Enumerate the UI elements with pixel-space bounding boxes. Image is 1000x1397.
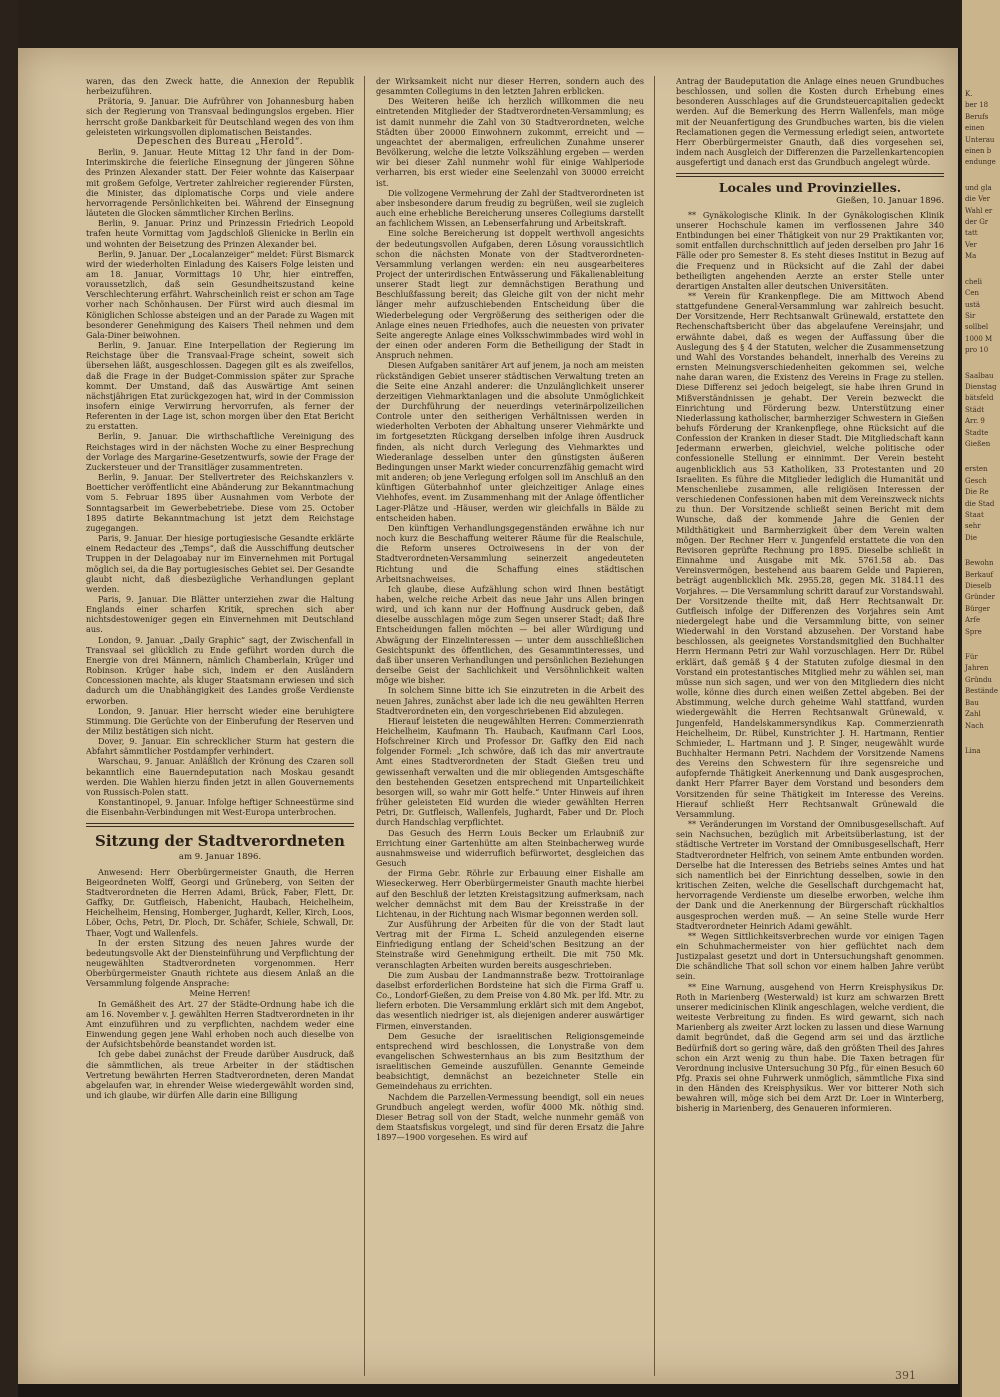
adjacent-page-fragment: sehr (965, 522, 981, 531)
adjacent-page-fragment: Bau (965, 698, 979, 707)
adjacent-page-fragment: cheli (965, 277, 983, 286)
article-paragraph: Die zum Ausbau der Landmannstraße bezw. Trottoiranlage daselbst erforderlichen Bordsteine hat sich die Firma Graff u. Co., Londorf-Gießen, zu dem Preise von 4.80 Mk. per lfd. Mtr. zu liefern erboten. Die Versammlung erklärt sich mit dem Angebot, das wesentlich niedriger ist, als diejenigen anderer auswärtiger Firmen, einverstanden. (376, 969, 644, 1031)
adjacent-page-fragment: Bürger (965, 604, 990, 613)
adjacent-page-fragment: Für (965, 653, 978, 662)
adjacent-page-fragment: die Stad (965, 499, 995, 508)
adjacent-page-fragment: sollbel (965, 323, 989, 332)
adjacent-page-fragment: Wahl er (965, 206, 993, 215)
article-paragraph: der Wirksamkeit nicht nur dieser Herren, sondern auch des gesammten Collegiums in den letzten Jahren erblicken. (376, 76, 644, 97)
adjacent-page-fragment: Bestände (965, 687, 998, 696)
article-paragraph: Nachdem die Parzellen-Vermessung beendigt, soll ein neues Grundbuch angelegt werden, wofür 4000 Mk. nöthig sind. Dieser Betrag soll von der Stadt, welche nunmehr gemäß von dem Staatsfiskus vorgelegt, und sind für deren Ersatz die Jahre 1897—1900 vorgesehen. Es wird auf (376, 1091, 644, 1143)
article-paragraph: ** Eine Warnung, ausgehend von Herrn Kreisphysikus Dr. Roth in Marienberg (Westerwald) ist kurz am schwarzen Brett unserer medicinischen Klinik angeschlagen, welche verdient, die weiteste Verbreitung zu finden. Es wird gewarnt, sich nach Marienberg als zweiter Arzt locken zu lassen und diese Warnung damit begründet, daß die Gegend arm sei und das ärztliche Bedürfniß dort so gering wäre, daß den größten Theil des Jahres schon ein Arzt wenig zu thun habe. Die Taxen betragen für Verordnung inclusive Untersuchung 30 Pfg., für einen Besuch 60 Pfg. Praxis sei ohne Fuhrwerk unmöglich, sämmtliche Fixa sind in den Händen des Kreisphysikus. Wer vor bitterer Noth sich bewahren will, möge sich bei dem Arzt Dr. Loer in Winterberg, bisherig in Marienberg, des Genaueren informieren. (676, 981, 944, 1114)
adjacent-page-fragment: Spre (965, 627, 982, 636)
adjacent-page-fragment: Jahren (965, 664, 989, 673)
article-paragraph: ** Wegen Sittlichkeitsverbrechen wurde vor einigen Tagen ein Schuhmachermeister von hier geflüchtet nach dem Justizpalast gesetzt und dort in Untersuchungshaft genommen. Die schändliche That soll schon vor einem halben Jahre verübt sein. (676, 930, 944, 982)
adjacent-page-fragment: ustä (965, 300, 981, 309)
adjacent-page-fragment: ber 18 (965, 101, 989, 110)
article-paragraph: Antrag der Baudeputation die Anlage eines neuen Grundbuches beschlossen, und sollen die Kosten durch Erhebung eines besonderen Ausschlages auf die Grundsteuercapitalien gedeckt werden. Auf die Bemerkung des Herrn Wallenfels, man möge mit der Neuanfertigung des Grundbuches warten, bis die vielen Reclamationen gegen die Vermessung erledigt seien, antwortete Herr Oberbürgermeister Gnauth, daß dies vorgesehen sei, indem nach Ausgleich der Differenzen die Parzellenkartencopien ausgefertigt und danach erst das Grundbuch angelegt würde. (676, 76, 944, 168)
article-paragraph: Warschau, 9. Januar. Anläßlich der Krönung des Czaren soll bekanntlich eine Bauerndeputation nach Moskau gesandt werden. Die Wahlen hierzu finden jetzt in allen Gouvernements von Russisch-Polen statt. (86, 756, 354, 797)
column-3 (676, 76, 944, 1380)
article-paragraph: Berlin, 9. Januar. Der „Localanzeiger“ meldet: Fürst Bismarck wird der wiederholten Einladung des Kaisers Folge leisten und am 18. Januar, Vormittags 10 Uhr, hier eintreffen, voraussetzlich, daß sein Gesundheitszustand keine Verschlechterung erfährt. Wahrscheinlich reist er schon am Tage vorher nach Schönhausen. Der Fürst wird auch diesmal im Königlichen Schlosse absteigen und an der Parade zu Wagen mit besonderer Genehmigung des Kaisers Theil nehmen und dem Gala-Diner beiwohnen. (86, 248, 354, 340)
article-paragraph: Das Gesuch des Herrn Louis Becker um Erlaubniß zur Errichtung einer Gartenhütte am alten Steinbacherweg wurde ausnahmsweise und widerruflich befürwortet, desgleichen das Gesuch (376, 827, 644, 869)
adjacent-page-fragment: die Ver (965, 195, 990, 204)
adjacent-page-fragment: tatt (965, 229, 978, 238)
article-paragraph: Diesen Aufgaben sanitärer Art auf jenem, ja noch am meisten rückständigen Gebiet unserer städtischen Verwaltung treten an die Seite eine Anzahl anderer: die Unzulänglichkeit unserer derzeitigen Viehmarktanlagen und die absolute Unmöglichkeit der Durchführung der neuerdings veterinärpolizeilichen Controle unter den seitherigen Verhältnissen werden in wiederholten Verboten der Abhaltung unserer Viehmärkte und im fortgesetzten Rückgang derselben infolge ihren Ausdruck finden, als nicht durch Verlegung des Viehmarktes und Wiederanlage desselben unter den günstigsten äußeren Bedingungen unser Markt wieder concurrenzfähig gemacht wird mit anderen; ob jene Verlegung erfolgen soll im Anschluß an den künftigen Güterbahnhof unter gleichzeitiger Anlage eines Viehhofes, event. im Zusammenhang mit der Anlage öffentlicher Lager-Plätze und -Häuser, werden wir gleichfalls in Bälde zu entscheiden haben. (376, 360, 644, 523)
article-paragraph: Dem Gesuche der israelitischen Religionsgemeinde entsprechend wird beschlossen, die Lonystraße von dem evangelischen Schwesternhaus an bis zum Besitzthum der israelitischen Gemeinde auszufüllen. Genannte Gemeinde beabsichtigt, demnächst an bezeichneter Stelle ein Gemeindehaus zu errichten. (376, 1030, 644, 1092)
article-paragraph: Berlin, 9. Januar. Die wirthschaftliche Vereinigung des Reichstages wird in der nächsten Woche zu einer Besprechung der Vorlage des Margarine-Gesetzentwurfs, sowie der Frage der Zuckersteuer und der Transitläger zusammentreten. (86, 431, 354, 472)
article-paragraph: Anwesend: Herr Oberbürgermeister Gnauth, die Herren Beigeordneten Wolff, Georgi und Grüneberg, von Seiten der Stadtverordneten die Herren Adami, Brück, Faber, Flett, Dr. Gaffky, Dr. Gutfleisch, Habenicht, Haubach, Heichelheim, Heichelheim, Hensing, Homberger, Jughardt, Keller, Kirch, Loos, Löber, Ochs, Petri, Dr. Ploch, Dr. Schäfer, Schiele, Schwall, Dr. Thaer, Vogt und Wallenfels. (86, 866, 354, 938)
article-paragraph: Berlin, 9. Januar. Eine Interpellation der Regierung im Reichstage über die Transvaal-Frage scheint, soweit sich übersehen läßt, ausgeschlossen. Dagegen gilt es als zweifellos, daß die Frage in der Budget-Commission später zur Sprache kommt. Der Umstand, daß das Auswärtige Amt seinen nächstjährigen Etat zurückgezogen hat, wird in der Commission insofern einige Verwirrung hervorrufen, als ferner der Referenten in der Lage ist, schon morgen über den Etat Bericht zu erstatten. (86, 340, 354, 432)
adjacent-page-fragment: und gla (965, 183, 992, 192)
adjacent-page-fragment: Dieselb (965, 582, 992, 591)
scan-top-edge (18, 0, 960, 48)
adjacent-page-fragment: einen b (965, 147, 992, 156)
column-rule (364, 76, 365, 1376)
adjacent-page-fragment: Gesch (965, 476, 987, 485)
article-paragraph: Ich glaube, diese Aufzählung schon wird Ihnen bestätigt haben, welche reiche Arbeit das neue Jahr uns Allen bringen wird, und ich kann nur der Hoffnung Ausdruck geben, daß dieselbe ausschlagen möge zum Segen unserer Stadt; daß Ihre Entscheidungen fallen möchten — bei aller Würdigung und Abwägung der Einzelinteressen — unter dem ausschließlichen Gesichtspunkt des öffentlichen, des Gesammtinteresses, und daß über unseren Verhandlungen und persönlichen Beziehungen derselbe Geist der Sachlichkeit und Versöhnlichkeit walten möge wie bisher. (376, 583, 644, 686)
article-paragraph: Hierauf leisteten die neugewählten Herren: Commerzienrath Heichelheim, Kaufmann Th. Haubach, Kaufmann Carl Loos, Hofschreiner Kirch und Professor Dr. Gaffky den Eid nach folgender Formel: „Ich schwöre, daß ich das mir anvertraute Amt eines Stadtverordneten der Stadt Gießen treu und gewissenhaft verwalten und die mir obliegenden Amtsgeschäfte den bestehenden Gesetzen entsprechend mit Unparteilichkeit besorgen will, so wahr mir Gott helfe.“ Unter Hinweis auf ihren früher geleisteten Eid wurden die wieder gewählten Herren Petri, Dr. Gutfleisch, Wallenfels, Jughardt, Faber und Dr. Ploch durch Handschlag verpflichtet. (376, 715, 644, 828)
adjacent-page-fragment: Nach (965, 721, 984, 730)
article-paragraph: der Firma Gebr. Röhrle zur Erbauung einer Eishalle am Wieseckerweg. Herr Oberbürgermeister Gnauth machte hierbei auf den Beschluß der letzten Kreistagsitzung aufmerksam, nach welcher demnächst mit dem Bau der Kreisstraße in der Lichtenau, in der Richtung nach Wismar begonnen werden soll. (376, 868, 644, 919)
adjacent-page-fragment: Stadte (965, 428, 989, 437)
article-paragraph: Die vollzogene Vermehrung der Zahl der Stadtverordneten ist aber insbesondere darum freudig zu begrüßen, weil sie zugleich auch eine erhebliche Bereicherung unseres Collegiums darstellt an fachlichem Wissen, an Lebenserfahrung und Arbeitskraft. (376, 187, 644, 229)
adjacent-page-fragment: ersten (965, 465, 988, 474)
adjacent-page-fragment: Berufs (965, 112, 989, 121)
adjacent-page-fragment: Zahl (965, 710, 981, 719)
adjacent-page-fragment: Gründer (965, 593, 995, 602)
adjacent-page-fragment: K. (965, 90, 973, 98)
adjacent-page-fragment: Die Re (965, 488, 989, 497)
newspaper-page (18, 48, 958, 1384)
article-paragraph: Prätoria, 9. Januar. Die Aufrührer von Johannesburg haben sich der Regierung von Transvaal bedingungslos ergeben. Hier herrscht große Dankbarkeit für Deutschland wegen des von ihm geleisteten wirkungsvollen diplomatischen Beistandes. (86, 96, 354, 137)
section-divider (86, 823, 354, 827)
article-paragraph: Den künftigen Verhandlungsgegenständen erwähne ich nur noch kurz die Beschaffung weiterer Räume für die Realschule, die Reform unseres Octroiwesens in der von der Stadtverordneten-Versammlung seinerzeit angedeuteten Richtung und die Schaffung eines städtischen Arbeitsnachweises. (376, 522, 644, 584)
adjacent-page-fragment: Ver (965, 240, 977, 249)
adjacent-page-fragment: Lina (965, 746, 981, 755)
article-paragraph: In Gemäßheit des Art. 27 der Städte-Ordnung habe ich die am 16. November v. J. gewählten Herren Stadtverordneten in ihr Amt einzuführen und zu verpflichten, nachdem weder eine Einwendung gegen jene Wahl erhoben noch auch dieselbe von der Aufsichtsbehörde beanstandet worden ist. (86, 998, 354, 1050)
section-heading-locales: Locales und Provinzielles. (718, 180, 902, 196)
adjacent-page-fragment: Arfe (965, 616, 981, 625)
adjacent-page-fragment: endunge (965, 158, 996, 167)
article-paragraph: Paris, 9. Januar. Der hiesige portugiesische Gesandte erklärte einem Redacteur des „Temps“, daß die Ausschiffung deutscher Truppen in der Delagoabay nur im Einvernehmen mit Portugal möglich sei, da die Bay portugiesisches Gebiet sei. Der Gesandte glaubt nicht, daß diesbezügliche Verhandlungen geplant werden. (86, 533, 354, 594)
article-paragraph: Konstantinopel, 9. Januar. Infolge heftiger Schneestürme sind die Eisenbahn-Verbindungen mit West-Europa unterbrochen. (86, 797, 354, 818)
adjacent-page-fragment: bätsfeld (965, 394, 994, 403)
adjacent-page-fragment: Dienstag (965, 382, 997, 391)
article-paragraph: In solchem Sinne bitte ich Sie einzutreten in die Arbeit des neuen Jahres, zunächst aber lade ich die neu gewählten Herren Stadtverordneten ein, den vorgeschriebenen Eid abzulegen. (376, 685, 644, 716)
article-paragraph: London, 9. Januar. Hier herrscht wieder eine beruhigtere Stimmung. Die Gerüchte von der Einberufung der Reserven und der Miliz bestätigen sich nicht. (86, 705, 354, 736)
article-paragraph: Paris, 9. Januar. Die Blätter unterziehen zwar die Haltung Englands einer scharfen Kritik, sprechen sich aber nichtsdestoweniger gegen ein Einvernehmen mit Deutschland aus. (86, 593, 354, 635)
dateline: Gießen, 10. Januar 1896. (836, 195, 944, 206)
column-rule (654, 76, 655, 1376)
article-paragraph: London, 9. Januar. „Daily Graphic“ sagt, der Zwischenfall in Transvaal sei glücklich zu Ende geführt worden durch die Energie von drei Männern, nämlich Chamberlain, Krüger und Robinson. Krüger habe sich, indem er den Ausländern Concessionen machte, als kluger Staatsmann erwiesen und sich dadurch um die Unabhängigkeit des Landes große Verdienste erworben. (86, 634, 354, 706)
article-paragraph: Dover, 9. Januar. Ein schrecklicher Sturm hat gestern die Abfahrt sämmtlicher Postdampfer verhindert. (86, 736, 354, 757)
adjacent-page-fragment: einen (965, 124, 985, 133)
section-heading-herold: Depeschen des Bureau „Herold“. (136, 136, 304, 147)
adjacent-page-fragment: Cen (965, 289, 980, 298)
column-1 (86, 76, 354, 1356)
column-2 (376, 76, 644, 1380)
adjacent-page-fragment: Die (965, 533, 977, 542)
article-paragraph: Berlin, 9. Januar. Prinz und Prinzessin Friedrich Leopold trafen heute Vormittag vom Jagdschloß Glienicke in Berlin ein und wohnten der Beisetzung des Prinzen Alexander bei. (86, 218, 354, 249)
adjacent-page-fragment: Sir (965, 311, 976, 320)
article-paragraph: ** Verein für Krankenpflege. Die am Mittwoch Abend stattgefundene General-Versammlung war zahlreich besucht. Der Vorsitzende, Herr Rechtsanwalt Grünewald, erstattete den Rechenschaftsbericht über das abgelaufene Vereinsjahr, und erwähnte dabei, daß es wegen der Auffassung über die Auslegung des § 4 der Statuten, welcher die Zusammensetzung und Wahl des Vorstandes behandelt, innerhalb des Vereins zu ernsten Meinungsverschiedenheiten gekommen sei, welche nahe daran waren, die Existenz des Vereins in Frage zu stellen. Diese Differenz sei jedoch beigelegt, sie habe ihren Grund in Mißverständnissen je gehabt. Der Verein bezweckt die Einrichtung und Förderung bezw. Unterstützung einer Niederlassung katholischer, barmherziger Schwestern in Gießen behufs Förderung der Krankenpflege, ohne Rücksicht auf die Confession der Kranken in dieser Stadt. Die Mitgliedschaft kann Jedermann erwerben, gleichviel, welche politische oder confessionelle Stellung er einnimmt. Der Verein besteht augenblicklich aus 53 Katholiken, 33 Protestanten und 20 Israeliten. Es führe die Mitglieder lediglich die Humanität und Menschenliebe zusammen, alle religiösen Interessen der verschiedenen Confessionen haben mit dem Vereinszweck nichts zu thun. Der Vorsitzende schließt seinen Bericht mit dem Wunsche, daß der kommende Jahre die Genien der Mildthätigkeit und Barmherzigkeit über dem Verein walten mögen. Der Rechner Herr v. Jungenfeld erstattete die von den Revisoren geprüfte Rechnung pro 1895. Dieselbe schließt in Einnahme und Ausgabe mit Mk. 5761.58 ab. Das Vereinsvermögen, bestehend aus baarem Gelde und Papieren, beträgt augenblicklich Mk. 2955.28, gegen Mk. 3184.11 des Vorjahres. — Die Versammlung schritt darauf zur Vorstandswahl. Der Vorsitzende theilte mit, daß Herr Rechtsanwalt Dr. Gutfleisch infolge der Differenzen des Vorjahres sein Amt niedergelegt habe und die Versammlung bitte, von seiner Wiederwahl in den Vorstand abzusehen. Der Vorstand habe beschlossen, als geeignetes Vorstandsmitglied den Buchhalter Herrn Hermann Petri zur Wahl vorzuschlagen. Herr Dr. Rübel erklärt, daß gemäß § 4 der Statuten zufolge diesmal in den Vorstand ein protestantisches Mitglied mehr zu wählen sei, man müsse nun sich sagen, und wer von den Mitgliedern dies nicht wolle, könne dies durch einen weißen Zettel abgeben. Bei der Abstimmung, welche durch geheime Wahl stattfand, wurden wiedergewählt die Herren Rechtsanwalt Grünewald, v. Jungenfeld, Handelskammersyndikus Kap. Commerzienrath Heichelheim, Dr. Rübel, Kunstrichter J. H. Hartmann, Rentier Schmieder, L. Hartmann und J. P. Singer, neugewählt wurde Buchhalter Hermann Petri. Nachdem der Vorsitzende Namens des Vereins den Schwestern für ihre segensreiche und aufopfernde Thätigkeit Anerkennung und Dank ausgesprochen, dankt Herr Pfarrer Bayer dem Vorstand und besonders dem Vorsitzenden für seine Thätigkeit im Interesse des Vereins. Hierauf schließt Herr Rechtsanwalt Grünewald die Versammlung. (676, 290, 944, 819)
adjacent-page-strip (960, 0, 1000, 1397)
adjacent-page-fragment: Berkauf (965, 570, 994, 579)
section-heading-sitzung: Sitzung der Stadtverordneten (95, 832, 345, 851)
section-divider (676, 173, 944, 177)
article-paragraph: waren, das den Zweck hatte, die Annexion der Republik herbeizuführen. (86, 76, 354, 97)
article-paragraph: ** Veränderungen im Vorstand der Omnibusgesellschaft. Auf sein Nachsuchen, bezüglich mit Arbeitsüberlastung, ist der städtische Vertreter im Vorstand der Omnibusgesellschaft, Herr Stadtverordneter Helfrich, von seinem Amte entbunden worden. Derselbe hat die Interessen des Betriebs seines Amtes und hat sich namentlich bei der Einrichtung desselben, sowie in den kritischen Zeiten, welche die Gesellschaft durchgemacht hat, hervorragende Verdienste um dieselbe erworben, welche ihm der Dank und die Anerkennung der Bürgerschaft rückhaltlos ausgesprochen werden muß. — An seine Stelle wurde Herr Stadtverordneter Heinrich Adami gewählt. (676, 819, 944, 931)
adjacent-page-fragment: pro 10 (965, 346, 989, 355)
adjacent-page-fragment: Bewohn (965, 559, 994, 568)
article-paragraph: Eine solche Bereicherung ist doppelt werthvoll angesichts der bedeutungsvollen Aufgaben, deren Lösung voraussichtlich schon die nächsten Monate von der Stadtverordneten-Versammlung verlangen werden: ein neu ausgearbeiteres Project der unterirdischen Entwässerung und Fäkalienableitung unserer Stadt liegt zur demnächstigen Berathung und Beschlußfassung bereit; das Gleiche gilt von der nicht mehr länger mehr aufzuschiebenden Entscheidung über die Wiederbelegung oder Vergrößerung des seitherigen oder die Anlage eines neuen Friedhofes, auch die neuesten von privater Seite angeregte Anlage eines Volksschwimmbades wird wohl in der einen oder anderen Form die Betheiligung der Stadt in Anspruch nehmen. (376, 228, 644, 361)
adjacent-page-fragment: Gründu (965, 675, 992, 684)
article-paragraph: Ich gebe dabei zunächst der Freude darüber Ausdruck, daß die sämmtlichen, als treue Arbeiter in der städtischen Vertretung bewährten Herren Stadtverordneten, deren Mandat abgelaufen war, in ehrender Weise wiedergewählt worden sind, und ich glaube, wir dürfen Alle darin eine Billigung (86, 1049, 354, 1100)
page-stamp: 391 (895, 1369, 916, 1382)
adjacent-page-fragment: Arr. 9 (965, 417, 985, 426)
adjacent-page-fragment: Gießen (965, 439, 991, 448)
article-paragraph: Zur Ausführung der Arbeiten für die von der Stadt laut Vertrag mit der Firma L. Scheid anzulegenden eiserne Einfriedigung entlang der Scheid'schen Besitzung an der Steinstraße wird Genehmigung ertheilt. Die mit 750 Mk. veranschlagten Arbeiten wurden bereits ausgeschrieben. (376, 918, 644, 970)
adjacent-page-fragment: Städt (965, 405, 985, 414)
article-paragraph: Berlin, 9. Januar. Der Stellvertreter des Reichskanzlers v. Boetticher veröffentlicht eine Abänderung zur Bekanntmachung vom 5. Februar 1895 über Ausnahmen vom Verbote der Sonntagsarbeit im Gewerbebetriebe. Diese vom 25. October 1895 datirte Bekanntmachung ist jetzt dem Reichstage zugegangen. (86, 472, 354, 533)
article-paragraph: ** Gynäkologische Klinik. In der Gynäkologischen Klinik unserer Hochschule kamen im verflossenen Jahre 340 Entbindungen bei einer Thätigkeit von nur 29 Praktikanten vor, somit entfallen durchschnittlich auf jeden derselben pro Jahr 16 Fälle oder pro Semester 8. Es steht dieses Institut in Bezug auf die Frequenz und in Rücksicht auf die Zahl der dabei betheiligten angehenden Aerzte an erster Stelle unter derartigen Anstalten aller deutschen Universitäten. (676, 209, 944, 291)
article-paragraph: Berlin, 9. Januar. Heute Mittag 12 Uhr fand in der Dom-Interimskirche die feierliche Einsegnung der jüngeren Söhne des Prinzen Alexander statt. Der Feier wohnte das Kaiserpaar mit großem Gefolge, Vertreter zahlreicher regierender Fürsten, die Minister, das diplomatische Corps und viele andere hervorragende Persönlichkeiten bei. Während der Einsegnung läuteten die Glocken sämmtlicher Kirchen Berlins. (86, 147, 354, 219)
scan-left-edge (0, 0, 18, 1397)
article-paragraph: Des Weiteren heiße ich herzlich willkommen die neu eintretenden Mitglieder der Stadtverordneten-Versammlung; es ist damit nunmehr die Zahl von 30 Stadtverordneten, welche Städten über 20000 Einwohnern zukommt, erreicht und — ungeachtet der abermaligen, erfreulichen Zunahme unserer Bevölkerung, welche die letzte Volkszählung ergeben — werden wir bei dieser Zahl nunmehr wohl für einige Wahlperiode verharren, bis erst wieder eine Seelenzahl von 30000 erreicht ist. (376, 96, 644, 188)
adjacent-page-fragment: Staat (965, 511, 984, 519)
section-subheading-date: am 9. Januar 1896. (178, 852, 262, 863)
adjacent-page-fragment: Unterau (965, 135, 995, 144)
adjacent-page-fragment: Saalbau (965, 371, 994, 380)
speech-salutation: Meine Herren! (189, 988, 251, 999)
article-paragraph: In der ersten Sitzung des neuen Jahres wurde der bedeutungsvolle Akt der Diensteinführung und Verpflichtung der neugewählten Stadtverordneten vorgenommen. Herr Oberbürgermeister Gnauth richtete aus diesem Anlaß an die Versammlung folgende Ansprache: (86, 937, 354, 989)
adjacent-page-fragment: der Gr (965, 218, 989, 227)
adjacent-page-fragment: Ma (965, 252, 977, 261)
adjacent-page-fragment: 1000 M (965, 334, 993, 343)
